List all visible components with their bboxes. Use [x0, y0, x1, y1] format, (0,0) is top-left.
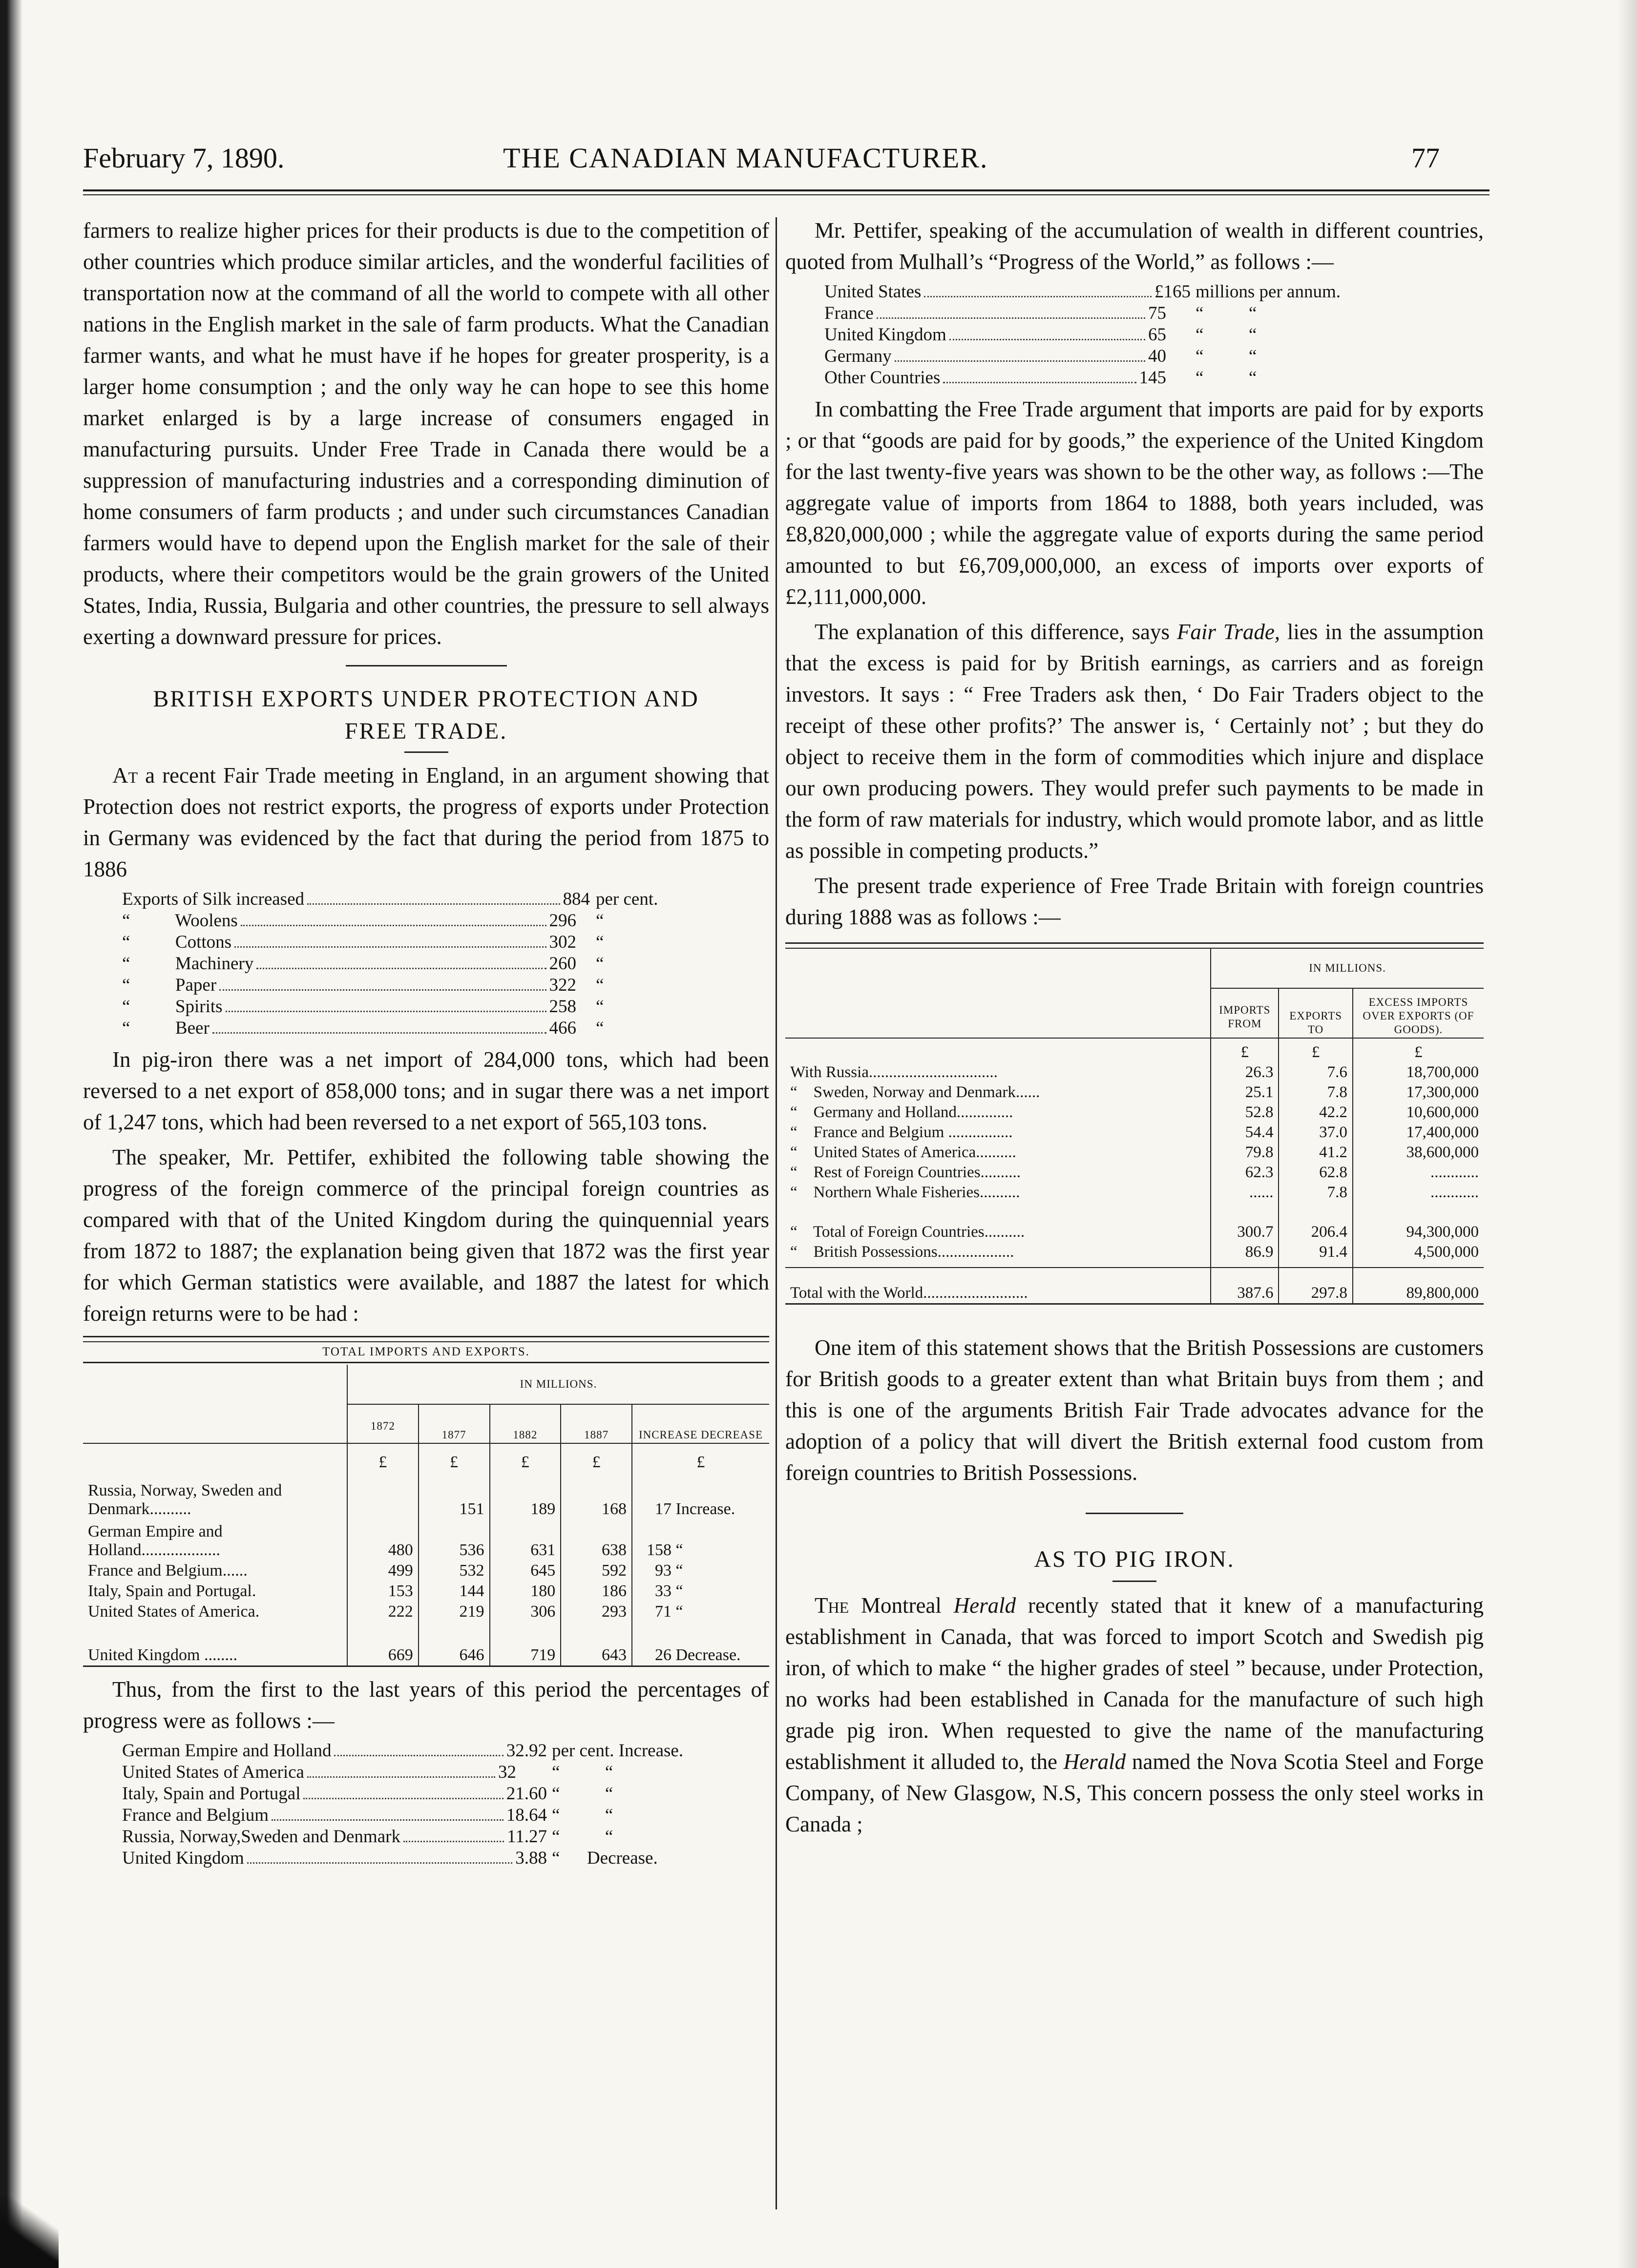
column-header: 1877	[419, 1404, 490, 1443]
table-row: France and Belgium...... 499 532 645 592 93 “	[83, 1561, 769, 1581]
paragraph-fair-trade-meeting-text: a recent Fair Trade meeting in England, in an argument showing that Protection does not restrict exports, the progress of exports under Protection in Germany was evidenced by the fact that during the period from 1875 to 1886	[83, 763, 770, 881]
table-row: German Empire and Holland................... 480 536 631 638 158 “	[83, 1519, 769, 1561]
publication-title: THE CANADIAN MANUFACTURER.	[503, 142, 988, 174]
section-divider	[1086, 1513, 1183, 1514]
exports-row: “ Woolens 296 “	[122, 911, 604, 931]
unit-cell: £	[1279, 1038, 1352, 1062]
paragraph-present-trade: The present trade experience of Free Trade Britain with foreign countries during 1888 was as follows :—	[785, 874, 1484, 929]
paragraph-montreal-herald: The Montreal Herald recently stated that it knew of a manufacturing establishment in Canada, that was forced to import Scotch and Swedish pig iron, of which to make “ the higher grades of steel ” because, under Protection, no works had been established in Canada for the manufacture of such high grade pig iron. When requested to give the name of the manufacturing establishment it alluded to, the Herald named the Nova Scotia Steel and Forge Company, of New Glasgow, N.S, This concern possess the only steel works in Canada ;	[785, 1593, 1484, 1836]
heading-underline	[1112, 1581, 1156, 1582]
column-header: 1882	[490, 1404, 561, 1443]
page-number: 77	[1411, 142, 1440, 174]
wealth-row: Germany 40 “ “	[824, 346, 1257, 366]
exports-row: “ Paper 322 “	[122, 975, 604, 995]
percentage-row: United Kingdom 3.88 “ Decrease.	[122, 1848, 658, 1868]
column-header: 1872	[347, 1404, 419, 1443]
left-column	[83, 215, 769, 1874]
percentage-row: United States of America 32 “ “	[122, 1762, 613, 1782]
wealth-row: France 75 “ “	[824, 303, 1257, 323]
free-trade-britain-table	[785, 949, 1484, 1305]
subtotal-row: “ British Possessions................... 86.9 91.4 4,500,000	[785, 1242, 1484, 1268]
percentage-row: Italy, Spain and Portugal 21.60 “ “	[122, 1783, 613, 1804]
paragraph-combatting: In combatting the Free Trade argument that imports are paid for by exports ; or that “goods are paid for by goods,” the experience of the United Kingdom for the last twenty-five years was shown to be the other way, as follows :—The aggregate value of imports from 1864 to 1888, both years included, was £8,820,000,000 ; while the aggregate value of exports during the same period amounted to but £6,709,000,000, an excess of imports over exports of £2,111,000,000.	[785, 397, 1484, 609]
unit-cell: £	[1353, 1038, 1484, 1062]
unit-cell: £	[419, 1443, 490, 1473]
column-header: EXPORTS TO	[1279, 988, 1352, 1038]
table-row: United Kingdom ........ 669 646 719 643 26 Decrease.	[83, 1622, 769, 1666]
table-caption: TOTAL IMPORTS AND EXPORTS.	[322, 1345, 530, 1358]
paragraph-pig-iron-sugar: In pig-iron there was a net import of 284,000 tons, which had been reversed to a net export of 858,000 tons; and in sugar there was a net import of 1,247 tons, which had been reversed to a net export of 565,103 tons.	[83, 1047, 769, 1134]
exports-row: Exports of Silk increased 884 per cent.	[122, 889, 658, 909]
percentage-row: German Empire and Holland 32.92 per cent. Increase.	[122, 1740, 684, 1761]
wealth-row: United Kingdom 65 “ “	[824, 325, 1257, 345]
table-row: “ Rest of Foreign Countries.......... 62.3 62.8 ............	[785, 1163, 1484, 1183]
percentage-row: Russia, Norway,Sweden and Denmark 11.27 “ “	[122, 1826, 613, 1847]
heading-line-2: FREE TRADE.	[344, 718, 508, 744]
paragraph-mulhall: Mr. Pettifer, speaking of the accumulation of wealth in different countries, quoted from Mulhall’s “Progress of the World,” as follows :—	[785, 218, 1484, 274]
column-header: INCREASE DECREASE	[632, 1404, 769, 1443]
exports-list	[122, 889, 669, 1039]
exports-row: “ Cottons 302 “	[122, 932, 604, 952]
dropcap-word: At	[112, 763, 138, 788]
scan-edge-left	[0, 0, 22, 2268]
column-divider	[776, 217, 777, 2209]
subtotal-row: “ Total of Foreign Countries.......... 300.7 206.4 94,300,000	[785, 1222, 1484, 1242]
paragraph-one-item: One item of this statement shows that the British Possessions are customers for British goods to a greater extent than what Britain buys from them ; and this is one of the arguments British Fair Trade advocates advance for the adoption of a policy that will divert the British external food custom from foreign countries to British Possessions.	[785, 1335, 1484, 1485]
paragraph-farmers: farmers to realize higher prices for their products is due to the competition of other countries which produce similar articles, and the wonderful facilities of transportation now at the command of all the world to compete with all other nations in the English market in the sale of farm products. What the Canadian farmer wants, and what he must have if he hopes for greater prosperity, is a larger home consumption ; and the only way he can hope to see this home market enlarged is by a large increase of consumers engaged in manufacturing pursuits. Under Free Trade in Canada there would be a suppression of manufacturing industries and a corresponding diminution of home consumers of farm products ; and under such circumstances Canadian farmers would have to depend upon the English market for the sale of their products, where their competitors would be the grain growers of the United States, India, Russia, Bulgaria and other countries, the pressure to sell always exerting a downward pressure for prices.	[83, 218, 769, 649]
table-row: “ United States of America.......... 79.8 41.2 38,600,000	[785, 1143, 1484, 1163]
table2-group-header: IN MILLIONS.	[1211, 949, 1484, 988]
wealth-row: Other Countries 145 “ “	[824, 368, 1257, 388]
scan-edge-right	[1617, 0, 1637, 2268]
heading-underline	[404, 751, 448, 753]
section-divider	[346, 665, 507, 666]
running-header	[83, 142, 1499, 181]
percentages-list	[122, 1740, 733, 1869]
paragraph-fair-trade-meeting	[83, 760, 769, 885]
table-group-header: IN MILLIONS.	[347, 1365, 769, 1404]
table-row: “ France and Belgium ................ 54.4 37.0 17,400,000	[785, 1123, 1484, 1143]
table-row: Italy, Spain and Portugal. 153 144 180 186 33 “	[83, 1581, 769, 1602]
exports-row: “ Machinery 260 “	[122, 954, 604, 974]
table-row: “ Germany and Holland.............. 52.8 42.2 10,600,000	[785, 1103, 1484, 1123]
scan-corner-shadow	[0, 2195, 59, 2268]
header-rule-bottom	[83, 194, 1490, 195]
header-rule-top	[83, 189, 1490, 191]
heading-line-1: BRITISH EXPORTS UNDER PROTECTION AND	[153, 686, 699, 712]
wealth-list	[824, 281, 1435, 389]
article-heading-pig-iron: AS TO PIG IRON.	[1034, 1546, 1235, 1572]
column-header: 1887	[561, 1404, 632, 1443]
unit-cell: £	[1211, 1038, 1279, 1062]
unit-cell: £	[632, 1443, 769, 1473]
table-row: With Russia................................ 26.3 7.6 18,700,000	[785, 1062, 1484, 1082]
column-header: IMPORTS FROM	[1211, 988, 1279, 1038]
table-row: “ Sweden, Norway and Denmark...... 25.1 7.8 17,300,000	[785, 1082, 1484, 1103]
table-rule-top	[83, 1336, 769, 1342]
paragraph-explanation: The explanation of this difference, says Fair Trade, lies in the assumption that the excess is paid for by British earnings, as carriers and as foreign investors. It says : “ Free Traders ask then, ‘ Do Fair Traders object to the receipt of these other profits?’ The answer is, ‘ Certainly not’ ; but they do object to receive them in the form of commodities which injure and displace our own producing powers. They would prefer such payments to be made in the form of raw materials for industry, which would promote labor, and as little as possible in competing products.”	[785, 620, 1484, 863]
table2-rule-top	[785, 942, 1484, 949]
article-heading-british-exports	[83, 683, 769, 748]
paragraph-speaker: The speaker, Mr. Pettifer, exhibited the following table showing the progress of the foreign commerce of the principal foreign countries as compared with that of the United Kingdom during the quinquennial years from 1872 to 1887; the explanation being given that 1872 was the first year for which German statistics were available, and 1887 the latest for which foreign returns were to be had :	[83, 1145, 769, 1326]
paragraph-thus: Thus, from the first to the last years of this period the percentages of progress were as follows :—	[83, 1677, 769, 1733]
total-row: Total with the World.......................... 387.6 297.8 89,800,000	[785, 1268, 1484, 1304]
column-header: EXCESS IMPORTS OVER EXPORTS (OF GOODS).	[1353, 988, 1484, 1038]
unit-cell: £	[561, 1443, 632, 1473]
table-row: “ Northern Whale Fisheries.......... ...... 7.8 ............	[785, 1183, 1484, 1203]
table-row: United States of America. 222 219 306 293 71 “	[83, 1602, 769, 1622]
percentage-row: France and Belgium 18.64 “ “	[122, 1805, 613, 1825]
wealth-row: United States £165 millions per annum.	[824, 282, 1341, 302]
right-column	[785, 215, 1484, 1844]
unit-cell: £	[347, 1443, 419, 1473]
unit-cell: £	[490, 1443, 561, 1473]
exports-row: “ Spirits 258 “	[122, 997, 604, 1017]
exports-row: “ Beer 466 “	[122, 1018, 604, 1038]
table-row: Russia, Norway, Sweden and Denmark.......... 151 189 168 17 Increase.	[83, 1473, 769, 1519]
issue-date: February 7, 1890.	[83, 142, 285, 174]
imports-exports-table	[83, 1365, 769, 1667]
